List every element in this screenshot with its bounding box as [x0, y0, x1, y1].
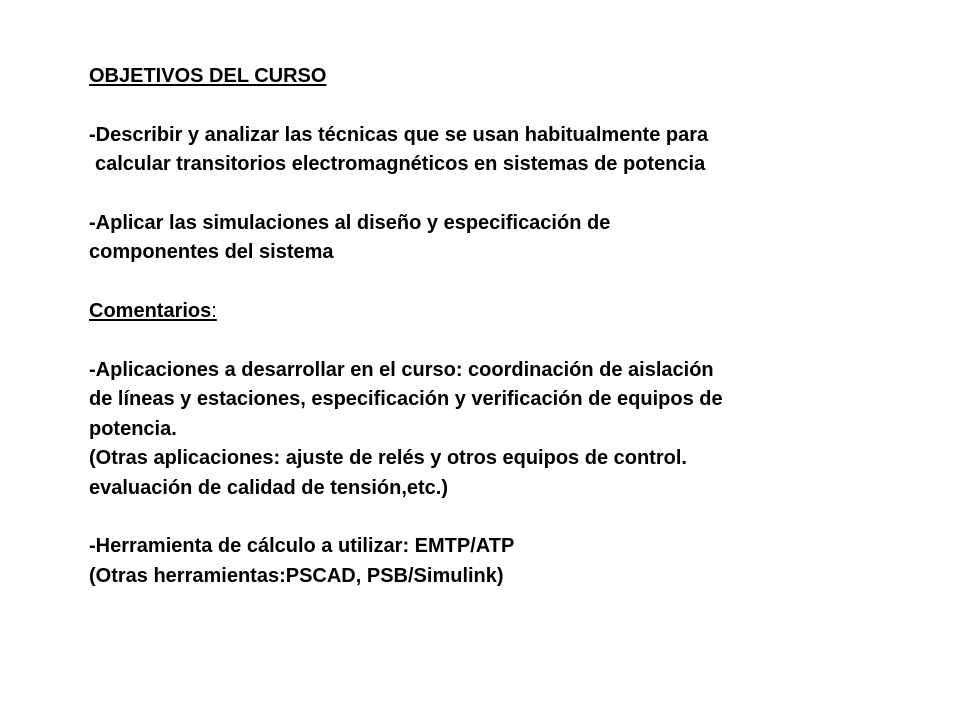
comment-1-line-5: evaluación de calidad de tensión,etc.): [89, 476, 448, 499]
comment-1-line-1: -Aplicaciones a desarrollar en el curso: coordinación de aislación: [89, 359, 714, 381]
spacer: [89, 180, 889, 209]
comment-2-line-2: (Otras herramientas:PSCAD, PSB/Simulink): [89, 564, 504, 587]
comment-1-line-2: de líneas y estaciones, especificación y verificación de equipos de: [89, 388, 723, 411]
spacer: [89, 327, 889, 356]
comment-2-line-1: -Herramienta de cálculo a utilizar: EMTP/ATP: [89, 535, 515, 558]
slide-body: [89, 62, 889, 591]
objective-1-line-1: -Describir y analizar las técnicas que se usan habitualmente para: [89, 123, 709, 146]
comment-1-line-3: potencia.: [89, 417, 177, 440]
heading-comentarios-text: Comentarios: [89, 300, 212, 323]
objective-2-line-2: componentes del sistema: [89, 241, 334, 264]
heading-comentarios-colon: :: [211, 300, 217, 323]
heading-comentarios: [89, 297, 889, 326]
heading-objetivos: OBJETIVOS DEL CURSO: [89, 65, 327, 87]
objective-1-line-2: calcular transitorios electromagnéticos en sistemas de potencia: [95, 153, 706, 176]
comment-1-line-4: (Otras aplicaciones: ajuste de relés y otros equipos de control.: [89, 447, 687, 470]
spacer: [89, 91, 889, 120]
objective-2-line-1: -Aplicar las simulaciones al diseño y especificación de: [89, 212, 611, 234]
spacer: [89, 503, 889, 532]
spacer: [89, 268, 889, 297]
